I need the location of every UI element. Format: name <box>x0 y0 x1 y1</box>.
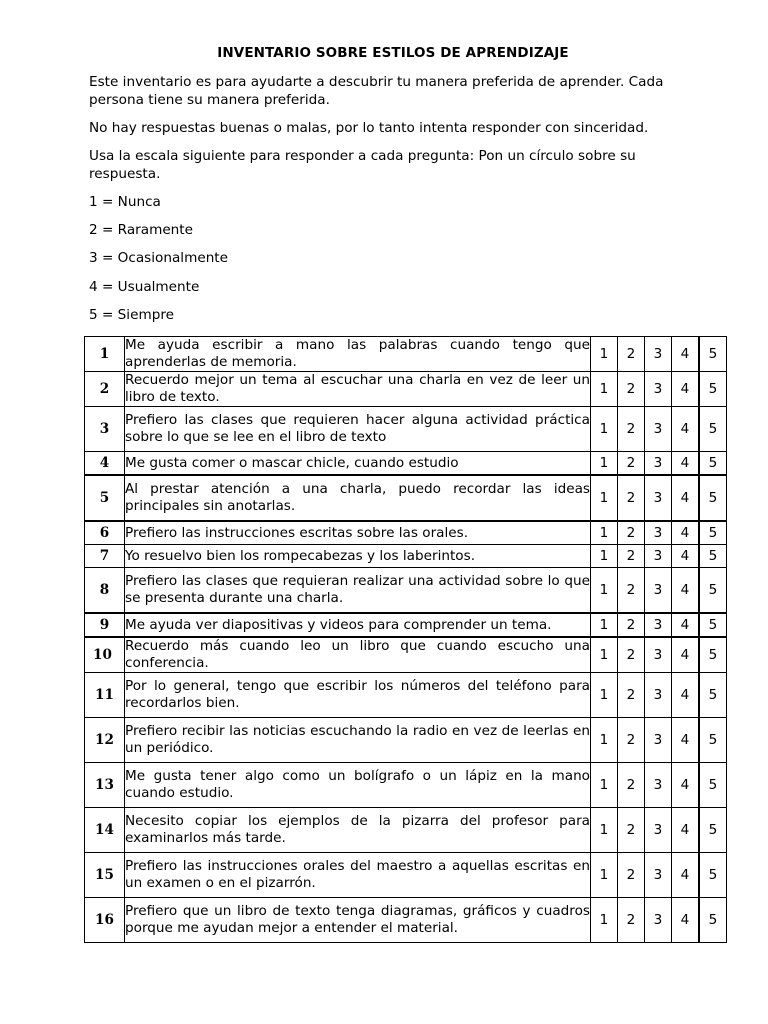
table-row <box>85 475 727 521</box>
question-number: 10 <box>85 637 125 673</box>
question-number: 15 <box>85 853 125 898</box>
answer-option-5[interactable]: 5 <box>699 637 727 673</box>
answer-option-2[interactable]: 2 <box>618 673 645 718</box>
table-row <box>85 673 727 718</box>
question-text: Necesito copiar los ejemplos de la pizarra del profesor para examinarlos más tarde. <box>125 808 591 853</box>
answer-option-3[interactable]: 3 <box>645 407 672 452</box>
answer-option-1[interactable]: 1 <box>591 853 618 898</box>
question-text: Recuerdo más cuando leo un libro que cuando escucho una conferencia. <box>125 638 590 671</box>
answer-option-2[interactable]: 2 <box>618 521 645 545</box>
answer-option-3[interactable]: 3 <box>645 763 672 808</box>
answer-option-5[interactable]: 5 <box>699 475 727 521</box>
answer-option-1[interactable]: 1 <box>591 613 618 637</box>
answer-option-3[interactable]: 3 <box>645 808 672 853</box>
answer-option-4[interactable]: 4 <box>672 853 700 898</box>
answer-option-2[interactable]: 2 <box>618 337 645 372</box>
answer-option-3[interactable]: 3 <box>645 613 672 637</box>
questionnaire-table <box>84 336 727 943</box>
answer-option-5[interactable]: 5 <box>699 372 727 407</box>
table-row <box>85 452 727 476</box>
answer-option-1[interactable]: 1 <box>591 452 618 476</box>
table-row <box>85 568 727 614</box>
answer-option-3[interactable]: 3 <box>645 452 672 476</box>
answer-option-5[interactable]: 5 <box>699 718 727 763</box>
answer-option-2[interactable]: 2 <box>618 808 645 853</box>
question-text: Prefiero las instrucciones escritas sobre las orales. <box>125 521 591 545</box>
question-number: 7 <box>85 545 125 568</box>
answer-option-4[interactable]: 4 <box>672 637 700 673</box>
answer-option-5[interactable]: 5 <box>699 673 727 718</box>
answer-option-1[interactable]: 1 <box>591 808 618 853</box>
question-number: 14 <box>85 808 125 853</box>
answer-option-4[interactable]: 4 <box>672 613 700 637</box>
answer-option-5[interactable]: 5 <box>699 808 727 853</box>
answer-option-4[interactable]: 4 <box>672 568 700 614</box>
answer-option-4[interactable]: 4 <box>672 763 700 808</box>
answer-option-4[interactable]: 4 <box>672 673 700 718</box>
answer-option-5[interactable]: 5 <box>699 763 727 808</box>
answer-option-3[interactable]: 3 <box>645 853 672 898</box>
question-text: Me ayuda ver diapositivas y videos para comprender un tema. <box>125 613 591 637</box>
answer-option-2[interactable]: 2 <box>618 475 645 521</box>
scale-item: 2 = Raramente <box>89 222 193 239</box>
answer-option-2[interactable]: 2 <box>618 718 645 763</box>
answer-option-5[interactable]: 5 <box>699 568 727 614</box>
table-row <box>85 545 727 568</box>
question-text: Prefiero recibir las noticias escuchando la radio en vez de leerlas en un periódico. <box>125 718 591 763</box>
question-number: 8 <box>85 568 125 614</box>
question-number: 9 <box>85 613 125 637</box>
question-text: Yo resuelvo bien los rompecabezas y los laberintos. <box>125 545 591 568</box>
question-text: Recuerdo mejor un tema al escuchar una charla en vez de leer un libro de texto. <box>125 372 590 405</box>
answer-option-2[interactable]: 2 <box>618 637 645 673</box>
scale-item: 5 = Siempre <box>89 306 174 323</box>
answer-option-4[interactable]: 4 <box>672 521 700 545</box>
table-row <box>85 763 727 808</box>
answer-option-1[interactable]: 1 <box>591 898 618 943</box>
answer-option-4[interactable]: 4 <box>672 407 700 452</box>
answer-option-1[interactable]: 1 <box>591 372 618 407</box>
question-text: Me gusta tener algo como un bolígrafo o un lápiz en la mano cuando estudio. <box>125 763 591 808</box>
scale-item: 3 = Ocasionalmente <box>89 250 228 267</box>
table-row <box>85 372 727 407</box>
answer-option-4[interactable]: 4 <box>672 808 700 853</box>
answer-option-5[interactable]: 5 <box>699 545 727 568</box>
intro-section <box>89 73 669 334</box>
question-text: Me ayuda escribir a mano las palabras cuando tengo que aprenderlas de memoria. <box>125 337 590 370</box>
answer-option-2[interactable]: 2 <box>618 545 645 568</box>
question-number: 11 <box>85 673 125 718</box>
answer-option-2[interactable]: 2 <box>618 372 645 407</box>
document-title: INVENTARIO SOBRE ESTILOS DE APRENDIZAJE <box>217 45 569 61</box>
answer-option-3[interactable]: 3 <box>645 475 672 521</box>
question-text: Prefiero las clases que requieran realizar una actividad sobre lo que se presenta durante una charla. <box>125 568 591 614</box>
question-text: Me gusta comer o mascar chicle, cuando estudio <box>125 452 591 476</box>
answer-option-1[interactable]: 1 <box>591 337 618 372</box>
answer-option-1[interactable]: 1 <box>591 673 618 718</box>
intro-paragraph: Usa la escala siguiente para responder a cada pregunta: Pon un círculo sobre su respuesta. <box>89 148 636 182</box>
table-row <box>85 613 727 637</box>
intro-paragraph: Este inventario es para ayudarte a descubrir tu manera preferida de aprender. Cada persona tiene su manera preferida. <box>89 74 664 108</box>
answer-option-5[interactable]: 5 <box>699 407 727 452</box>
table-row <box>85 521 727 545</box>
question-number: 3 <box>85 407 125 452</box>
answer-option-4[interactable]: 4 <box>672 452 700 476</box>
question-number: 6 <box>85 521 125 545</box>
answer-option-3[interactable]: 3 <box>645 545 672 568</box>
scale-item: 1 = Nunca <box>89 194 161 210</box>
answer-option-5[interactable]: 5 <box>699 337 727 372</box>
answer-option-4[interactable]: 4 <box>672 898 700 943</box>
answer-option-3[interactable]: 3 <box>645 337 672 372</box>
table-row <box>85 718 727 763</box>
answer-option-1[interactable]: 1 <box>591 545 618 568</box>
question-text: Por lo general, tengo que escribir los números del teléfono para recordarlos bien. <box>125 673 591 718</box>
answer-option-4[interactable]: 4 <box>672 475 700 521</box>
question-number: 2 <box>85 372 125 407</box>
answer-option-1[interactable]: 1 <box>591 475 618 521</box>
question-text: Prefiero que un libro de texto tenga diagramas, gráficos y cuadros porque me ayudan mejor a entender el material. <box>125 898 591 943</box>
table-row <box>85 637 727 673</box>
answer-option-5[interactable]: 5 <box>699 521 727 545</box>
answer-option-4[interactable]: 4 <box>672 372 700 407</box>
table-row <box>85 808 727 853</box>
answer-option-3[interactable]: 3 <box>645 898 672 943</box>
table-row <box>85 898 727 943</box>
answer-option-2[interactable]: 2 <box>618 763 645 808</box>
answer-option-1[interactable]: 1 <box>591 407 618 452</box>
answer-option-4[interactable]: 4 <box>672 337 700 372</box>
question-number: 5 <box>85 475 125 521</box>
question-number: 13 <box>85 763 125 808</box>
answer-option-2[interactable]: 2 <box>618 568 645 614</box>
answer-option-1[interactable]: 1 <box>591 637 618 673</box>
answer-option-3[interactable]: 3 <box>645 568 672 614</box>
answer-option-5[interactable]: 5 <box>699 898 727 943</box>
answer-option-3[interactable]: 3 <box>645 673 672 718</box>
answer-option-2[interactable]: 2 <box>618 613 645 637</box>
answer-option-4[interactable]: 4 <box>672 718 700 763</box>
answer-option-2[interactable]: 2 <box>618 853 645 898</box>
answer-option-1[interactable]: 1 <box>591 718 618 763</box>
answer-option-5[interactable]: 5 <box>699 452 727 476</box>
question-text: Prefiero las clases que requieren hacer alguna actividad práctica sobre lo que se lee en el libro de texto <box>125 407 591 452</box>
answer-option-1[interactable]: 1 <box>591 568 618 614</box>
answer-option-3[interactable]: 3 <box>645 718 672 763</box>
table-row <box>85 407 727 452</box>
question-number: 1 <box>85 337 125 372</box>
answer-option-3[interactable]: 3 <box>645 372 672 407</box>
answer-option-1[interactable]: 1 <box>591 521 618 545</box>
answer-option-2[interactable]: 2 <box>618 898 645 943</box>
answer-option-1[interactable]: 1 <box>591 763 618 808</box>
answer-option-4[interactable]: 4 <box>672 545 700 568</box>
answer-option-3[interactable]: 3 <box>645 637 672 673</box>
question-number: 12 <box>85 718 125 763</box>
question-text: Prefiero las instrucciones orales del maestro a aquellas escritas en un examen o en el pizarrón. <box>125 853 591 898</box>
question-number: 16 <box>85 898 125 943</box>
answer-option-2[interactable]: 2 <box>618 452 645 476</box>
answer-option-2[interactable]: 2 <box>618 407 645 452</box>
scale-item: 4 = Usualmente <box>89 278 200 295</box>
answer-option-3[interactable]: 3 <box>645 521 672 545</box>
question-number: 4 <box>85 452 125 476</box>
question-text: Al prestar atención a una charla, puedo recordar las ideas principales sin anotarlas. <box>125 475 591 521</box>
intro-paragraph: No hay respuestas buenas o malas, por lo tanto intenta responder con sinceridad. <box>89 120 649 136</box>
table-row <box>85 853 727 898</box>
answer-option-5[interactable]: 5 <box>699 613 727 637</box>
answer-option-5[interactable]: 5 <box>699 853 727 898</box>
table-row <box>85 337 727 372</box>
